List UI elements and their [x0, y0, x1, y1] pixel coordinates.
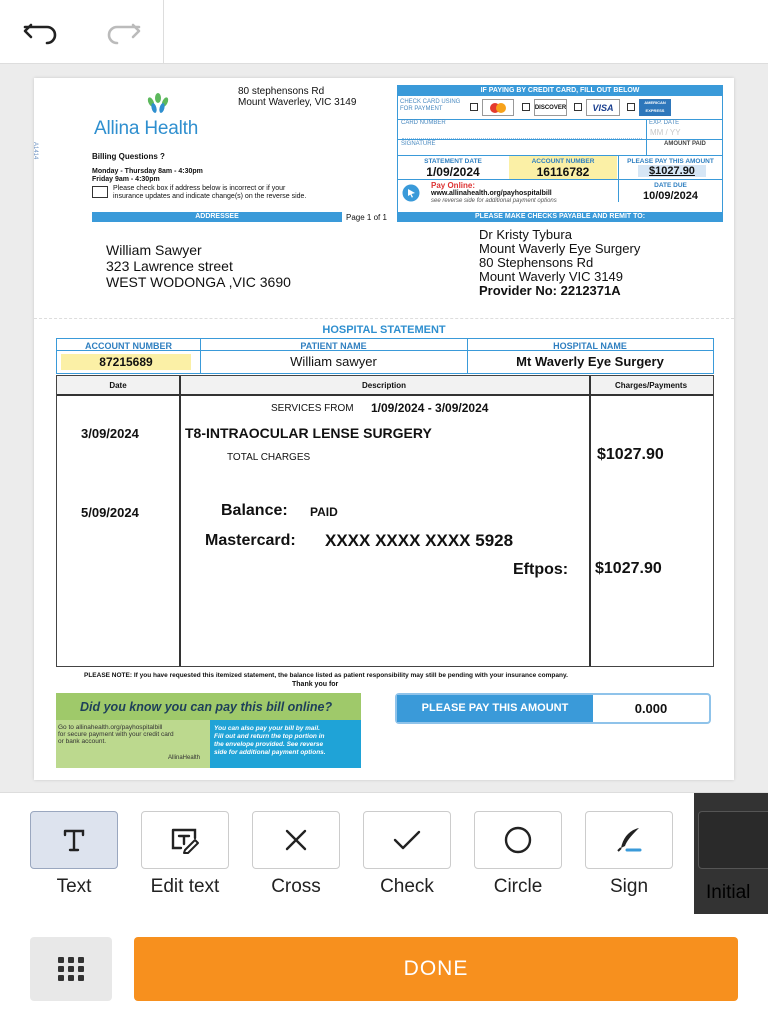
tool-text[interactable]: Text: [29, 811, 119, 898]
allina-logo-icon: [142, 92, 174, 118]
top-bar: [0, 0, 768, 64]
grid-icon: [56, 956, 86, 982]
cross-icon: [282, 826, 310, 854]
tool-edit-text[interactable]: Edit text: [140, 811, 230, 898]
allina-health-logo: Allina Health: [94, 118, 199, 139]
balance-label: Balance:: [221, 502, 288, 519]
please-pay-top: $1027.90: [638, 165, 706, 177]
account-number: 87215689: [61, 354, 191, 370]
page-number: Page 1 of 1: [346, 213, 387, 222]
statement-date: 1/09/2024: [426, 165, 480, 179]
annotation-toolbar: [0, 792, 768, 914]
total-charges-label: TOTAL CHARGES: [227, 452, 311, 463]
mastercard-value: XXXX XXXX XXXX 5928: [325, 531, 514, 550]
patient-name: William sawyer: [290, 354, 377, 369]
please-pay-box: [395, 693, 711, 724]
col-date: Date: [57, 381, 179, 390]
remit-bar: PLEASE MAKE CHECKS PAYABLE AND REMIT TO:: [397, 212, 723, 222]
tool-cross[interactable]: Cross: [251, 811, 341, 898]
promo-title: Did you know you can pay this bill online?: [80, 700, 333, 714]
row1-date: 3/09/2024: [81, 426, 139, 441]
cc-header: IF PAYING BY CREDIT CARD, FILL OUT BELOW: [398, 86, 722, 96]
tool-sign[interactable]: Sign: [584, 811, 674, 898]
addressee-address: William Sawyer 323 Lawrence street WEST WODONGA ,VIC 3690: [106, 242, 291, 290]
col-charges: Charges/Payments: [589, 381, 713, 390]
initial-icon: [698, 811, 768, 869]
discover-icon: DISCOVER: [534, 99, 567, 116]
col-description: Description: [179, 381, 589, 390]
pay-online-note: see reverse side for additional payment options: [431, 198, 557, 204]
redo-icon: [103, 17, 143, 47]
promo-left-text: Go to allinahealth.org/payhospitalbill for secure payment with your credit card or bank account.: [58, 724, 174, 745]
exp-date-label: EXP. DATE: [649, 120, 680, 126]
visa-checkbox[interactable]: [574, 103, 582, 111]
card-number-field[interactable]: [402, 129, 642, 139]
credit-card-section: [397, 85, 723, 216]
amount-paid-label: AMOUNT PAID: [664, 141, 706, 147]
cursor-click-icon: [402, 184, 420, 202]
sign-icon: [613, 824, 645, 856]
card-number-label: CARD NUMBER: [401, 120, 446, 126]
mastercard-label: Mastercard:: [205, 532, 296, 549]
date-due-label: DATE DUE: [654, 182, 687, 189]
sender-address: 80 stephensons Rd Mount Waverley, VIC 3149: [238, 86, 357, 108]
check-card-label: CHECK CARD USING FOR PAYMENT: [400, 99, 461, 112]
amex-icon: AMERICAN EXPRESS: [639, 99, 671, 116]
eftpos-value: $1027.90: [595, 560, 662, 577]
info-header-hospital: HOSPITAL NAME: [553, 341, 627, 351]
billing-statement-page[interactable]: [34, 78, 734, 780]
hospital-name: Mt Waverly Eye Surgery: [516, 354, 664, 369]
tool-initial[interactable]: Initial: [694, 793, 768, 915]
patient-info-table: [56, 338, 714, 374]
pay-online-url[interactable]: www.allinahealth.org/payhospitalbill: [431, 190, 552, 197]
provider-number: Provider No: 2212371A: [479, 283, 621, 298]
please-note: PLEASE NOTE: If you have requested this itemized statement, the balance listed as patient responsibility may still be pending with your insurance company.: [84, 672, 568, 679]
mastercard-icon: [482, 99, 514, 116]
amex-checkbox[interactable]: [627, 103, 635, 111]
mastercard-checkbox[interactable]: [470, 103, 478, 111]
tool-circle[interactable]: Circle: [473, 811, 563, 898]
text-icon: [60, 826, 88, 854]
services-from-label: SERVICES FROM: [271, 403, 354, 414]
grid-button[interactable]: [30, 937, 112, 1001]
pay-online-label: Pay Online:: [431, 181, 476, 190]
addressee-bar: ADDRESSEE: [92, 212, 342, 222]
promo-logo: AllinaHealth: [168, 755, 201, 761]
services-from-value: 1/09/2024 - 3/09/2024: [371, 401, 489, 415]
redo-button[interactable]: [82, 0, 164, 64]
promo-right-text: You can also pay your bill by mail. Fill out and return the top portion in the envelope provided. See reverse side for additional payment options.: [210, 720, 361, 768]
billing-questions: Billing Questions ?: [92, 152, 165, 161]
checkbox-note: Please check box if address below is incorrect or if your insurance updates and indicate change(s) on the reverse side.: [113, 185, 307, 200]
balance-value: PAID: [310, 505, 338, 519]
undo-icon: [21, 17, 61, 47]
please-pay-label-top: PLEASE PAY THIS AMOUNT: [627, 158, 714, 165]
exp-date-field[interactable]: MM / YY: [650, 128, 681, 137]
row1-description: T8-INTRAOCULAR LENSE SURGERY: [185, 425, 432, 441]
signature-label: SIGNATURE: [401, 141, 436, 147]
charges-table: [56, 375, 714, 667]
check-icon: [391, 826, 423, 854]
bottom-bar: [0, 914, 768, 1024]
info-header-account: ACCOUNT NUMBER: [85, 341, 172, 351]
please-pay-amount[interactable]: 0.000: [634, 701, 668, 716]
office-hours: Monday - Thursday 8am - 4:30pm Friday 9am - 4:30pm: [92, 168, 203, 183]
undo-button[interactable]: [0, 0, 82, 64]
side-code: A1414: [32, 142, 38, 160]
edit-text-icon: [169, 826, 201, 854]
circle-icon: [502, 824, 534, 856]
visa-icon: VISA: [586, 99, 620, 116]
please-pay-label: PLEASE PAY THIS AMOUNT: [397, 695, 593, 722]
thank-you: Thank you for: [292, 681, 339, 688]
info-header-patient: PATIENT NAME: [300, 341, 367, 351]
hospital-statement-title: HOSPITAL STATEMENT: [322, 324, 446, 336]
account-number-top: 16116782: [536, 165, 590, 179]
date-due: 10/09/2024: [642, 190, 699, 202]
statement-date-label: STATEMENT DATE: [424, 158, 482, 165]
pay-online-promo: [56, 693, 361, 768]
tool-check[interactable]: Check: [362, 811, 452, 898]
account-number-label: ACCOUNT NUMBER: [531, 158, 595, 165]
address-change-checkbox[interactable]: [92, 186, 108, 198]
done-button[interactable]: DONE: [134, 937, 738, 1001]
eftpos-label: Eftpos:: [513, 561, 569, 578]
document-viewer[interactable]: [0, 64, 768, 792]
row2-date: 5/09/2024: [81, 505, 139, 520]
remit-address: Dr Kristy Tybura Mount Waverly Eye Surgery 80 Stephensons Rd Mount Waverly VIC 3149 Provider No: 2212371A: [479, 227, 641, 298]
discover-checkbox[interactable]: [522, 103, 530, 111]
total-charges: $1027.90: [597, 446, 664, 463]
